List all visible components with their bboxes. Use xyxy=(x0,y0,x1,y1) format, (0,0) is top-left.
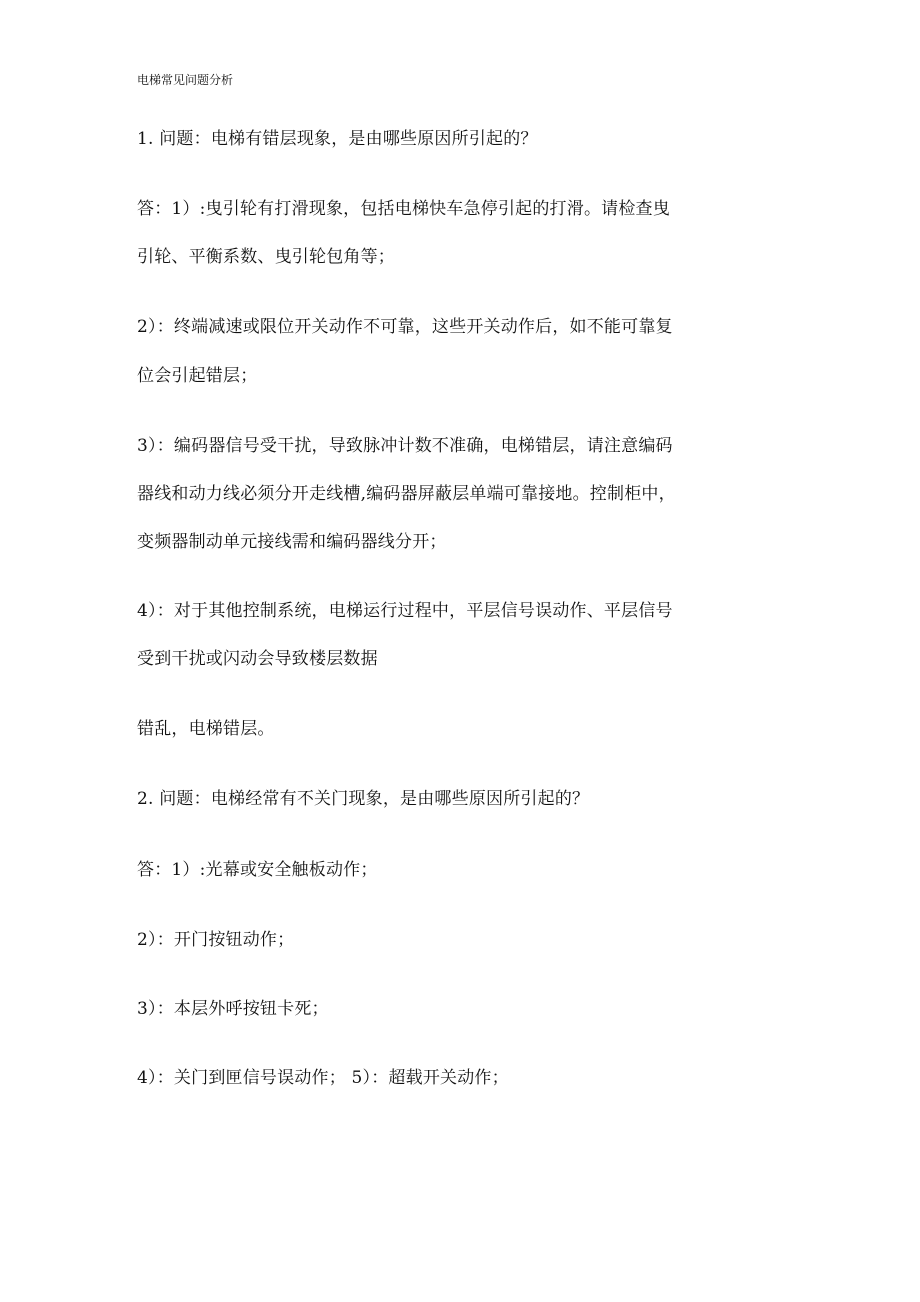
answer-1-item-3-line-1: 3）：编码器信号受干扰，导致脉冲计数不准确，电梯错层，请注意编码 xyxy=(137,436,673,456)
question-2-title: 2. 问题：电梯经常有不关门现象，是由哪些原因所引起的？ xyxy=(137,789,590,809)
answer-1-line-2: 引轮、平衡系数、曳引轮包角等； xyxy=(137,247,395,267)
answer-1-item-3-line-2: 器线和动力线必须分开走线槽,编码器屏蔽层单端可靠接地。控制柜中， xyxy=(137,484,676,504)
document-header-title: 电梯常见问题分析 xyxy=(137,73,234,87)
answer-2-item-3: 3）：本层外呼按钮卡死； xyxy=(137,999,329,1019)
answer-1-item-4-line-1: 4）：对于其他控制系统，电梯运行过程中，平层信号误动作、平层信号 xyxy=(137,601,673,621)
answer-1-item-4-line-2: 受到干扰或闪动会导致楼层数据 xyxy=(137,649,378,669)
question-1-title: 1. 问题：电梯有错层现象，是由哪些原因所引起的？ xyxy=(137,129,538,149)
answer-1-item-4-line-3: 错乱，电梯错层。 xyxy=(137,719,275,739)
answer-2-item-1: 答：1）:光幕或安全触板动作； xyxy=(137,860,378,880)
answer-1-item-2-line-1: 2）：终端减速或限位开关动作不可靠，这些开关动作后，如不能可靠复 xyxy=(137,317,673,337)
answer-2-item-2: 2）：开门按钮动作； xyxy=(137,930,295,950)
answer-1-item-2-line-2: 位会引起错层； xyxy=(137,366,258,386)
answer-2-item-4-5: 4）：关门到匣信号误动作； 5）：超载开关动作； xyxy=(137,1068,509,1088)
answer-1-item-3-line-3: 变频器制动单元接线需和编码器线分开； xyxy=(137,532,447,552)
answer-1-line-1: 答：1）:曳引轮有打滑现象，包括电梯快车急停引起的打滑。请检查曳 xyxy=(137,199,670,219)
